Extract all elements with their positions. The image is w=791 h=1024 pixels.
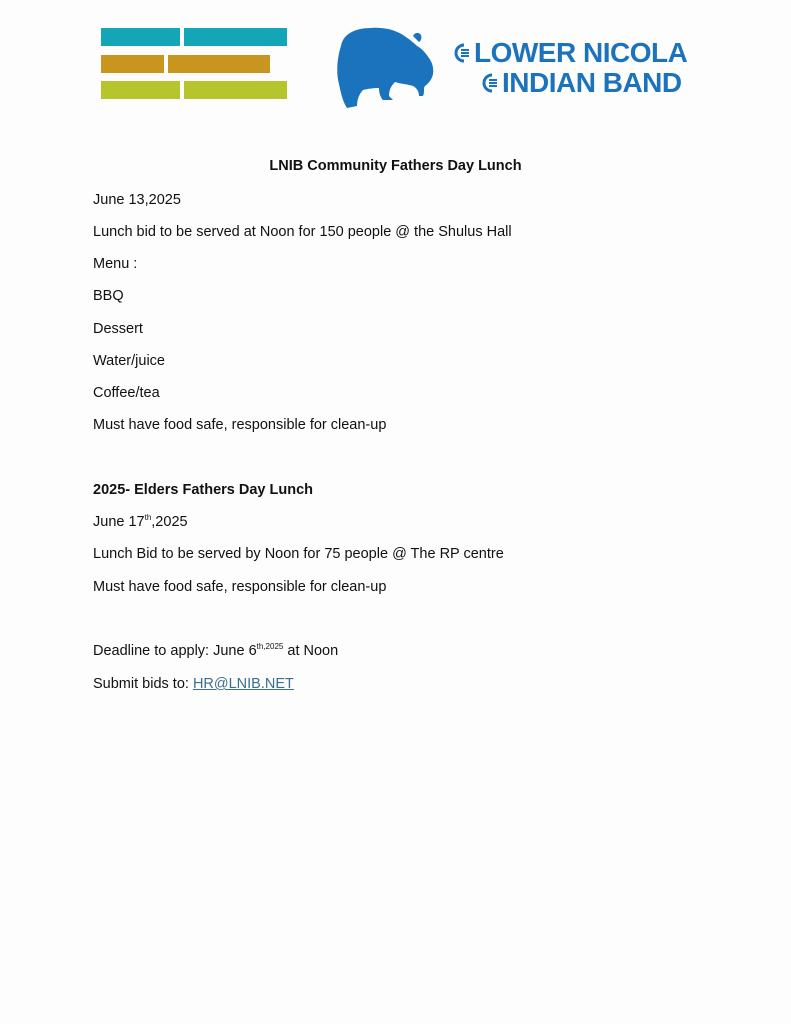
band-name-text-2: INDIAN BAND xyxy=(502,67,682,98)
stripe-bar xyxy=(184,81,287,99)
deadline-prefix: Deadline to apply: June 6 xyxy=(93,643,257,659)
event1-details: Lunch bid to be served at Noon for 150 people @ the Shulus Hall xyxy=(93,224,512,240)
event2-title: 2025- Elders Fathers Day Lunch xyxy=(93,482,313,498)
event1-title: LNIB Community Fathers Day Lunch xyxy=(269,158,522,174)
deadline-line xyxy=(93,642,338,660)
band-name-line-1 xyxy=(450,38,687,68)
band-name-line-2 xyxy=(450,68,687,98)
event2-date xyxy=(93,513,188,531)
band-name-text-1: LOWER NICOLA xyxy=(474,37,688,68)
menu-label: Menu : xyxy=(93,256,138,272)
event2-date-suffix: th xyxy=(144,513,152,522)
event1-requirement: Must have food safe, responsible for clean-up xyxy=(93,417,387,433)
event2-requirement: Must have food safe, responsible for clean-up xyxy=(93,579,387,595)
event2-date-day: June 17 xyxy=(93,514,145,530)
stripe-bar xyxy=(101,28,180,46)
menu-item: Water/juice xyxy=(93,353,165,369)
stripe-bar xyxy=(101,55,164,73)
event2-details: Lunch Bid to be served by Noon for 75 people @ The RP centre xyxy=(93,546,504,562)
band-name-logo xyxy=(450,38,687,98)
deadline-sup: th,2025 xyxy=(256,642,284,651)
stripe-bar xyxy=(184,28,287,46)
deadline-suffix: at Noon xyxy=(283,643,339,659)
event1-date: June 13,2025 xyxy=(93,192,181,208)
bear-icon xyxy=(333,26,435,108)
stripe-bar xyxy=(168,55,270,73)
menu-item: Coffee/tea xyxy=(93,385,160,401)
menu-item: BBQ xyxy=(93,288,124,304)
submit-line xyxy=(93,675,294,693)
submit-label: Submit bids to: xyxy=(93,676,193,692)
menu-item: Dessert xyxy=(93,321,143,337)
stripe-bar xyxy=(101,81,180,99)
event2-date-year: ,2025 xyxy=(151,514,188,530)
band-emblem-icon xyxy=(450,42,470,64)
stripe-logo xyxy=(101,28,287,100)
band-emblem-icon xyxy=(478,72,498,94)
email-link[interactable]: HR@LNIB.NET xyxy=(192,676,294,692)
